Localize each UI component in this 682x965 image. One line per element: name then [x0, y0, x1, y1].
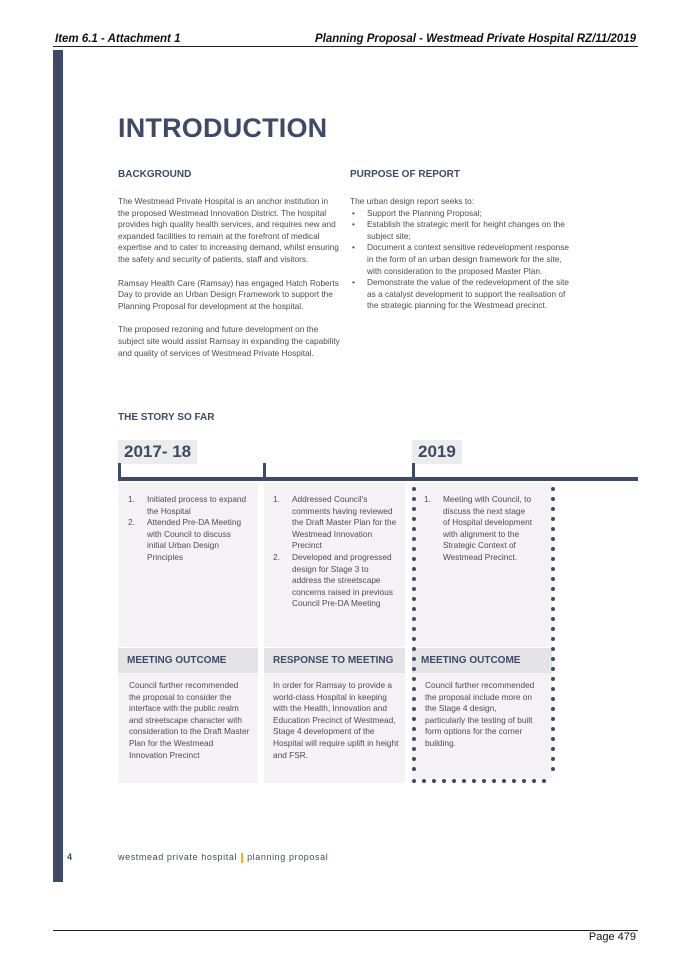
- timeline-tick: [412, 463, 415, 481]
- story-card-2: [264, 483, 405, 647]
- outcome-heading-3: MEETING OUTCOME: [412, 648, 552, 673]
- background-heading: BACKGROUND: [118, 169, 192, 180]
- timeline-tick: [118, 463, 121, 481]
- page-number-inner: 4: [67, 852, 73, 862]
- timeline-line: [118, 477, 638, 481]
- background-section: [118, 169, 340, 359]
- purpose-bullet: • Support the Planning Proposal;: [350, 208, 572, 220]
- purpose-bullet: • Establish the strategic merit for height changes on the subject site;: [350, 219, 572, 242]
- list-item: 2. Developed and progressed design for Stage 3 to address the streetscape concerns raised in previous Council Pre-DA Meeting: [273, 551, 393, 609]
- purpose-bullet: • Demonstrate the value of the redevelopment of the site as a catalyst development to support the realisation of the strategic planning for the Westmead precinct.: [350, 277, 572, 312]
- background-paragraph-2: Ramsay Health Care (Ramsay) has engaged Hatch Roberts Day to provide an Urban Design Framework to support the Planning Proposal for development at the hospital.: [118, 277, 339, 311]
- page-title: INTRODUCTION: [118, 113, 328, 143]
- outcome-heading-1: MEETING OUTCOME: [118, 648, 258, 673]
- page-label: Page 479: [588, 931, 636, 943]
- timeline-tick: [263, 463, 266, 481]
- story-card-1-list: [128, 494, 252, 564]
- dotted-frame: [408, 483, 560, 786]
- list-item: 2. Attended Pre-DA Meeting with Council to discuss initial Urban Design Principles: [128, 517, 242, 562]
- outcome-text-3: Council further recommended the proposal include more on the Stage 4 design, particularly the testing of built form options for the corner building.: [425, 680, 535, 748]
- background-paragraph-3: The proposed rezoning and future development on the subject site would assist Ramsay in expanding the capability and quality of services of Westmead Private Hospital.: [118, 324, 340, 358]
- outcome-heading-2: RESPONSE TO MEETING: [264, 648, 405, 673]
- year-label-2019: 2019: [412, 440, 462, 464]
- background-paragraph-1: The Westmead Private Hospital is an anchor institution in the proposed Westmead Innovation District. The hospital provides high quality health services, and requires new and expanded facilities to remain at the forefront of medical expertise and to cater to increasing demand, whilst ensuring the safety and security of patients, staff and visitors.: [118, 196, 339, 264]
- header-rule: [53, 46, 638, 47]
- footer-brand: westmead private hospital planning proposal: [118, 852, 329, 862]
- purpose-bullet-list: [350, 208, 572, 312]
- story-card-2-list: [273, 494, 399, 610]
- list-item: 1. Initiated process to expand the Hospital: [128, 494, 247, 516]
- list-item: 1. Addressed Council's comments having reviewed the Draft Master Plan for the Westmead Innovation Precinct: [273, 494, 397, 551]
- purpose-bullet: • Document a context sensitive redevelopment response in the form of an urban design framework for the site, with consideration to the proposed Master Plan.: [350, 242, 572, 277]
- outcome-text-2: In order for Ramsay to provide a world-class Hospital in keeping with the Health, Innovation and Education Precinct of Westmead, Stage 4 development of the Hospital will require uplift in height and FSR.: [273, 680, 399, 760]
- purpose-intro: The urban design report seeks to:: [350, 196, 475, 206]
- footer-accent-bar: [241, 853, 243, 863]
- story-heading: THE STORY SO FAR: [118, 412, 215, 423]
- year-label-2017: 2017- 18: [118, 440, 197, 464]
- outcome-card-2: [264, 673, 405, 783]
- sidebar-accent-bar: [53, 50, 63, 882]
- story-card-1: [118, 483, 258, 647]
- purpose-section: [350, 169, 572, 312]
- outcome-text-1: Council further recommended the proposal to consider the interface with the public realm and streetscape character with consideration to the Draft Master Plan for the Westmead Innovation Precinct: [129, 680, 250, 760]
- header-left: Item 6.1 - Attachment 1: [55, 33, 181, 45]
- footer-rule: [53, 930, 638, 931]
- header-right: Planning Proposal - Westmead Private Hospital RZ/11/2019: [314, 33, 636, 45]
- purpose-heading: PURPOSE OF REPORT: [350, 169, 461, 180]
- outcome-card-1: [118, 673, 258, 783]
- list-item: 1. Meeting with Council, to discuss the next stage of Hospital development with alignment to the Strategic Context of Westmead Precinct.: [424, 494, 533, 562]
